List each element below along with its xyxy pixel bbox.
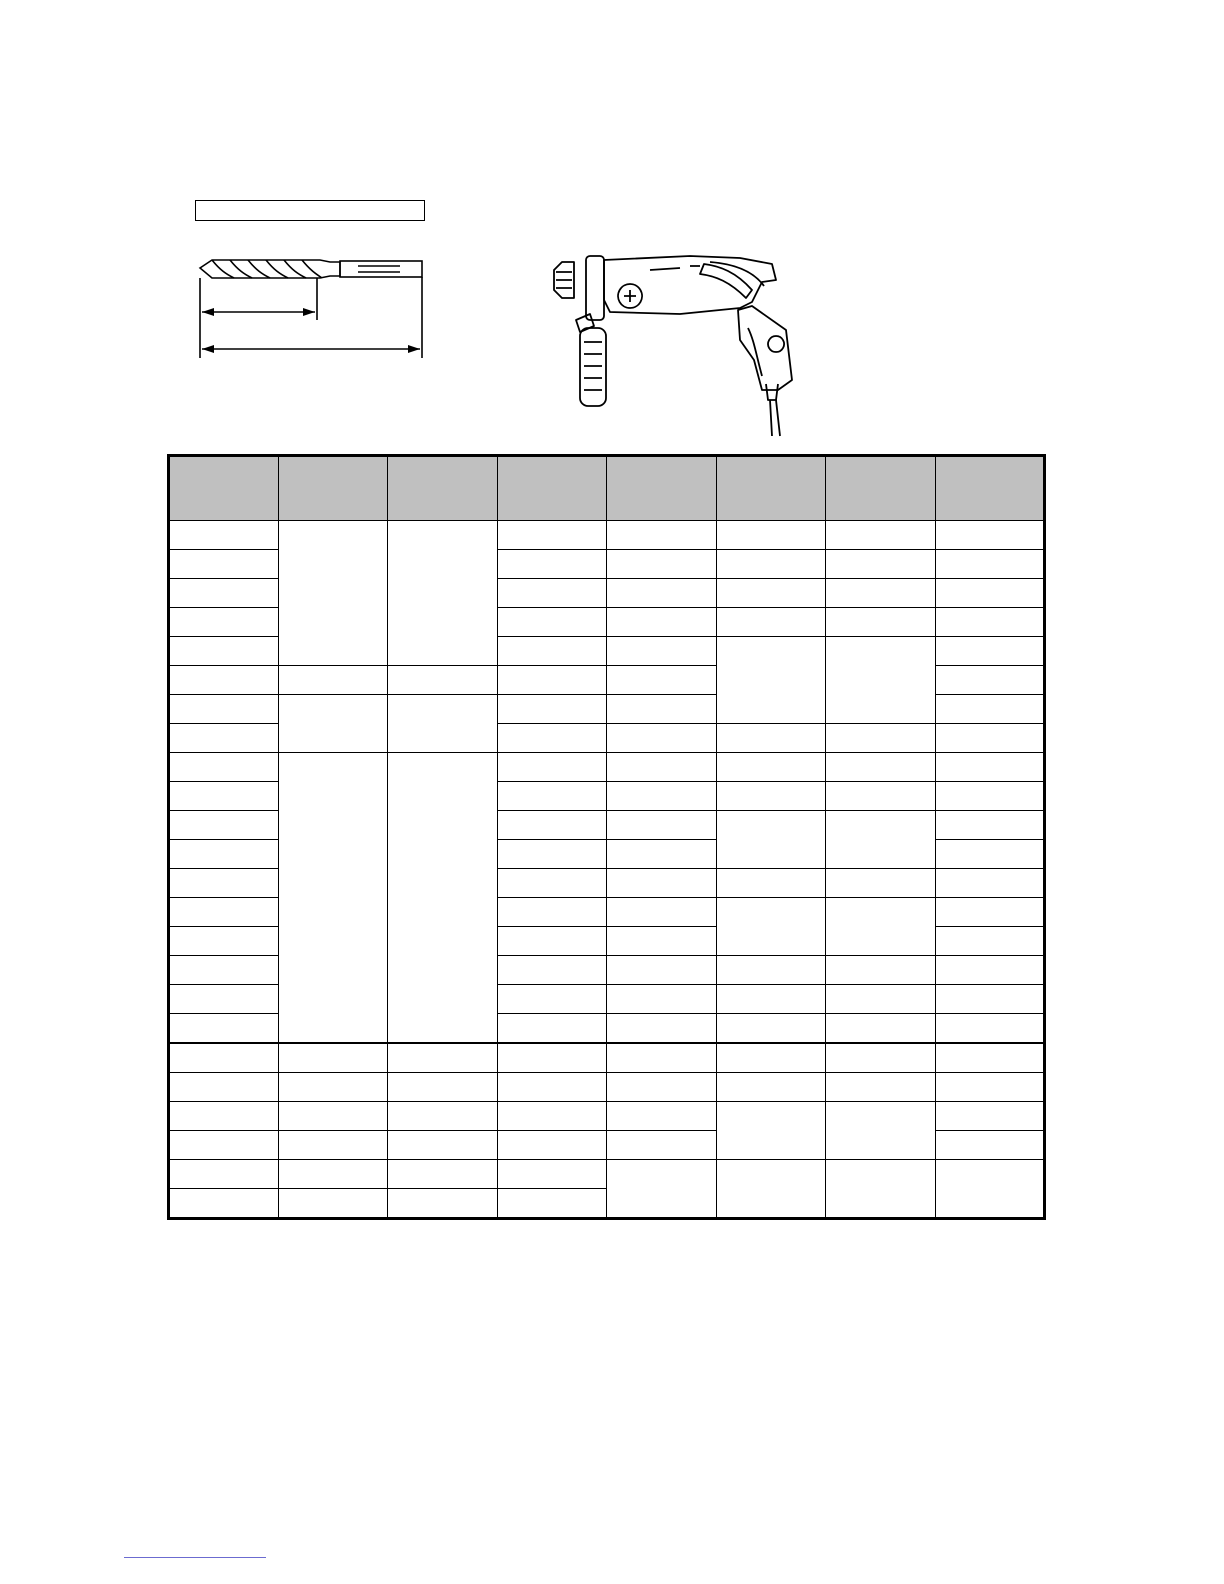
table-cell [607, 1043, 717, 1073]
drill-bit-icon [190, 250, 430, 360]
table-cell [826, 985, 936, 1014]
table-cell [607, 753, 717, 782]
table-cell [278, 1189, 388, 1219]
table-cell [716, 956, 826, 985]
table-cell [607, 1160, 717, 1219]
table-cell [278, 695, 388, 753]
table-cell [716, 1160, 826, 1219]
table-cell [607, 550, 717, 579]
table-cell [935, 869, 1045, 898]
table-row [169, 1102, 1045, 1131]
table-cell [935, 695, 1045, 724]
table-cell [716, 521, 826, 550]
table-header-row [169, 456, 1045, 521]
table-cell [607, 840, 717, 869]
table-cell [388, 1131, 498, 1160]
table-cell [607, 695, 717, 724]
table-cell [169, 550, 279, 579]
table-cell [278, 753, 388, 1044]
header-cell [278, 456, 388, 521]
table-cell [716, 579, 826, 608]
header-cell [169, 456, 279, 521]
table-cell [169, 1073, 279, 1102]
table-cell [716, 1014, 826, 1044]
table-cell [497, 1160, 607, 1189]
table-cell [607, 811, 717, 840]
table-cell [497, 1014, 607, 1044]
table-cell [169, 1131, 279, 1160]
table-cell [497, 666, 607, 695]
table-cell [497, 695, 607, 724]
table-cell [935, 840, 1045, 869]
table-cell [716, 782, 826, 811]
table-cell [716, 550, 826, 579]
table-cell [497, 753, 607, 782]
table-cell [388, 1043, 498, 1073]
table-cell [826, 1073, 936, 1102]
header-cell [388, 456, 498, 521]
table-cell [935, 1131, 1045, 1160]
table-cell [935, 724, 1045, 753]
hammer-drill-icon [540, 250, 800, 440]
table-cell [388, 1189, 498, 1219]
table-cell [388, 521, 498, 666]
table-cell [935, 1160, 1045, 1219]
table-cell [169, 840, 279, 869]
table-cell [716, 637, 826, 724]
table-cell [607, 927, 717, 956]
table-cell [607, 956, 717, 985]
table-cell [826, 1160, 936, 1219]
header-cell [716, 456, 826, 521]
table-cell [607, 898, 717, 927]
table-cell [169, 956, 279, 985]
table-cell [169, 1102, 279, 1131]
table-cell [716, 1102, 826, 1160]
table-row [169, 1043, 1045, 1073]
table-cell [497, 550, 607, 579]
table-cell [935, 956, 1045, 985]
table-cell [935, 985, 1045, 1014]
table-cell [935, 811, 1045, 840]
table-cell [935, 550, 1045, 579]
table-cell [497, 985, 607, 1014]
table-cell [826, 956, 936, 985]
table-cell [607, 985, 717, 1014]
header-cell [826, 456, 936, 521]
table-row [169, 1160, 1045, 1189]
table-cell [935, 1043, 1045, 1073]
table-cell [716, 869, 826, 898]
table-cell [169, 869, 279, 898]
table-cell [497, 1043, 607, 1073]
table-cell [497, 1102, 607, 1131]
table-cell [935, 521, 1045, 550]
table-cell [607, 782, 717, 811]
table-cell [497, 927, 607, 956]
header-cell [935, 456, 1045, 521]
table-cell [388, 1102, 498, 1131]
table-cell [935, 666, 1045, 695]
table-cell [607, 579, 717, 608]
table-cell [169, 724, 279, 753]
table-cell [497, 840, 607, 869]
table-cell [278, 1102, 388, 1131]
table-cell [716, 753, 826, 782]
footer-rule [124, 1557, 266, 1558]
table-cell [169, 521, 279, 550]
table-cell [935, 753, 1045, 782]
table-cell [278, 1073, 388, 1102]
table-cell [169, 782, 279, 811]
table-cell [716, 811, 826, 869]
table-cell [935, 782, 1045, 811]
table-cell [935, 608, 1045, 637]
table-cell [169, 608, 279, 637]
table-cell [826, 724, 936, 753]
table-cell [278, 666, 388, 695]
table-cell [388, 666, 498, 695]
table-cell [388, 1073, 498, 1102]
table-cell [607, 1073, 717, 1102]
table-cell [169, 985, 279, 1014]
table-cell [826, 550, 936, 579]
header-cell [607, 456, 717, 521]
table-cell [935, 579, 1045, 608]
table-cell [826, 608, 936, 637]
table-cell [826, 521, 936, 550]
table-cell [169, 695, 279, 724]
table-cell [607, 637, 717, 666]
table-cell [607, 724, 717, 753]
table-cell [278, 1131, 388, 1160]
table-cell [497, 898, 607, 927]
header-cell [497, 456, 607, 521]
table-cell [497, 521, 607, 550]
table-cell [607, 1131, 717, 1160]
table-cell [935, 1102, 1045, 1131]
table-cell [716, 608, 826, 637]
table-cell [935, 927, 1045, 956]
table-cell [388, 695, 498, 753]
table-cell [497, 608, 607, 637]
specification-table [167, 454, 1046, 1220]
table-cell [497, 1073, 607, 1102]
table-cell [826, 1102, 936, 1160]
table-cell [716, 1043, 826, 1073]
table-row [169, 521, 1045, 550]
table-cell [607, 869, 717, 898]
table-cell [169, 1043, 279, 1073]
table-cell [935, 1014, 1045, 1044]
table-cell [826, 637, 936, 724]
table-cell [169, 1189, 279, 1219]
table-cell [278, 1043, 388, 1073]
table-cell [607, 608, 717, 637]
table-cell [826, 782, 936, 811]
table-cell [826, 1043, 936, 1073]
table-cell [935, 898, 1045, 927]
table-cell [388, 753, 498, 1044]
table-cell [497, 579, 607, 608]
table-cell [607, 666, 717, 695]
table-cell [278, 1160, 388, 1189]
table-cell [169, 927, 279, 956]
table-cell [497, 1131, 607, 1160]
table-cell [935, 637, 1045, 666]
table-cell [169, 579, 279, 608]
table-cell [169, 898, 279, 927]
table-cell [497, 869, 607, 898]
table-cell [169, 1014, 279, 1044]
table-cell [826, 1014, 936, 1044]
table-cell [497, 956, 607, 985]
table-cell [497, 724, 607, 753]
table-cell [169, 666, 279, 695]
table-cell [716, 1073, 826, 1102]
table-cell [169, 637, 279, 666]
table-row [169, 1073, 1045, 1102]
table-cell [497, 782, 607, 811]
table-cell [826, 869, 936, 898]
table-cell [607, 1014, 717, 1044]
table-cell [607, 1102, 717, 1131]
table-cell [497, 637, 607, 666]
table-cell [716, 898, 826, 956]
table-cell [716, 724, 826, 753]
table-cell [169, 811, 279, 840]
table-cell [826, 753, 936, 782]
table-cell [935, 1073, 1045, 1102]
table-cell [826, 898, 936, 956]
table-cell [388, 1160, 498, 1189]
table-cell [826, 579, 936, 608]
table-row [169, 753, 1045, 782]
label-box [195, 200, 425, 221]
table-cell [497, 1189, 607, 1219]
table-cell [169, 753, 279, 782]
table-cell [169, 1160, 279, 1189]
table-cell [607, 521, 717, 550]
table-cell [826, 811, 936, 869]
table-cell [716, 985, 826, 1014]
table-cell [278, 521, 388, 666]
table-cell [497, 811, 607, 840]
